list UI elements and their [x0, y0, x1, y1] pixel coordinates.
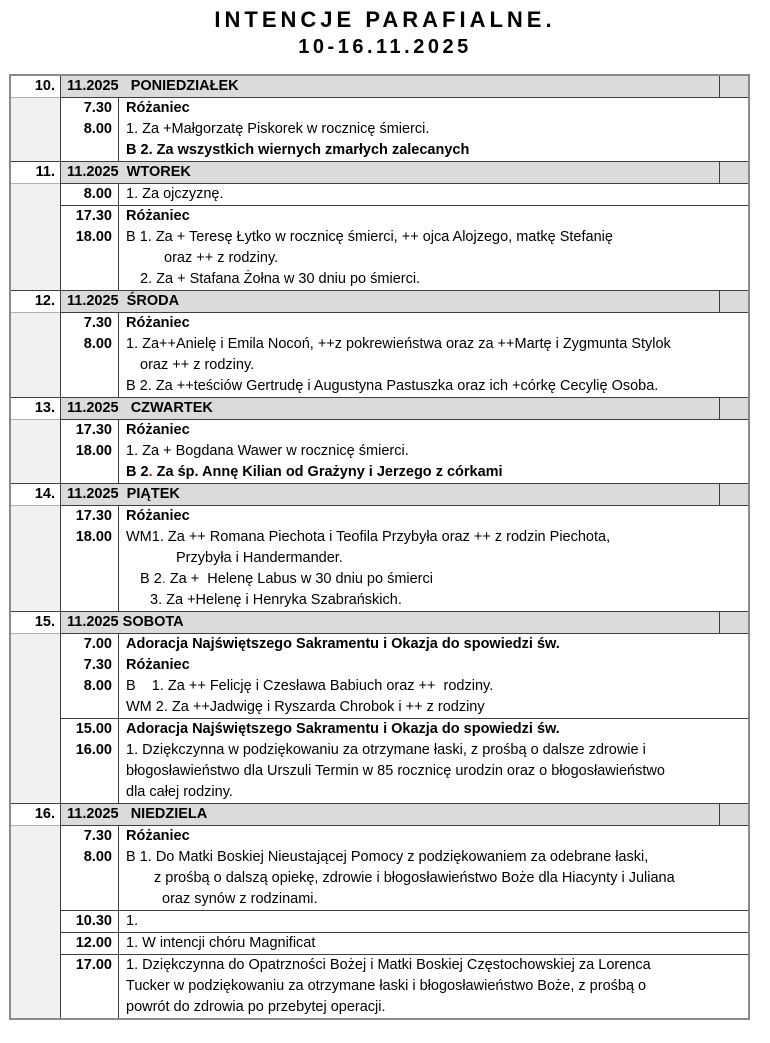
time-label: 7.30: [83, 828, 112, 844]
intention-line: [119, 740, 748, 761]
intention-line: [119, 868, 748, 889]
time-column: [61, 719, 119, 803]
intention-line: [119, 911, 748, 932]
day-number: 13.: [11, 398, 60, 420]
day-header-end-cell: [719, 484, 748, 505]
mass-block: [61, 420, 748, 483]
intention-text: .: [161, 571, 166, 587]
day-header-end-cell: [719, 291, 748, 312]
day-number-column: [11, 162, 61, 290]
day-header-row: [61, 612, 748, 634]
intentions-column: [119, 933, 748, 954]
intention-text: B 2: [140, 571, 162, 587]
intention-line: [119, 719, 748, 740]
intention-line: [119, 462, 748, 483]
day-header-row: [61, 76, 748, 98]
time-label: 7.30: [83, 315, 112, 331]
intention-line: [119, 269, 748, 290]
page-title: [0, 0, 770, 59]
time-column: [61, 420, 119, 483]
day-section-13: [11, 397, 748, 483]
day-header-end-cell: [719, 804, 748, 825]
day-number: 15.: [11, 612, 60, 634]
intention-text: Różaniec: [126, 315, 190, 331]
intentions-table: [9, 74, 750, 1020]
time-label: 10.30: [75, 913, 112, 929]
day-number: 10.: [11, 76, 60, 98]
intention-text: 1. Za +Małgorzatę Piskorek w rocznicę śmierci.: [126, 121, 430, 137]
intention-line: [119, 376, 748, 397]
intention-line: [119, 206, 748, 227]
intention-text: błogosławieństwo dla Urszuli Termin w 85 rocznicę urodzin oraz o błogosławieństwo: [126, 763, 665, 779]
mass-block: [61, 98, 748, 161]
day-header-label: 11.2025 CZWARTEK: [67, 400, 213, 416]
intention-text: z prośbą o dalszą opiekę, zdrowie i błogosławieństwo Boże dla Hiacynty i Juliana: [154, 870, 675, 886]
intention-text: B 2. Za wszystkich wiernych zmarłych zalecanych: [126, 142, 470, 158]
intentions-column: [119, 98, 748, 161]
intentions-column: [119, 634, 748, 718]
day-header-label: 11.2025 SOBOTA: [67, 614, 184, 630]
mass-block: [61, 184, 748, 205]
day-content-column: [61, 76, 748, 161]
mass-block: [61, 910, 748, 932]
intention-text: Różaniec: [126, 657, 190, 673]
intention-text: B 1. Do Matki Boskiej Nieustającej Pomocy z podziękowaniem za odebrane łaski,: [126, 849, 649, 865]
day-section-14: [11, 483, 748, 611]
title-date-range: 10-16.11.2025: [298, 36, 472, 58]
day-number: 11.: [11, 162, 60, 184]
time-label: 17.30: [75, 508, 112, 524]
time-label: 7.30: [83, 657, 112, 673]
mass-block: [61, 954, 748, 1018]
intention-text: Różaniec: [126, 508, 190, 524]
mass-block: [61, 718, 748, 803]
intention-line: [119, 313, 748, 334]
intention-text: powrót do zdrowia po przebytej operacji.: [126, 999, 386, 1015]
intention-text: 1. Dziękczynna w podziękowaniu za otrzymane łaski, z prośbą o dalsze zdrowie i: [126, 742, 646, 758]
intention-line: [119, 548, 748, 569]
day-header-row: [61, 291, 748, 313]
intention-line: [119, 227, 748, 248]
day-content-column: [61, 291, 748, 397]
intention-line: [119, 184, 748, 205]
mass-block: [61, 506, 748, 611]
intention-text: Różaniec: [126, 422, 190, 438]
day-column-filler: [11, 98, 60, 161]
mass-block: [61, 826, 748, 910]
day-content-column: [61, 162, 748, 290]
time-column: [61, 826, 119, 910]
intention-line: [119, 420, 748, 441]
intentions-column: [119, 911, 748, 932]
intention-text: 1. Za + Bogdana Wawer w rocznicę śmierci.: [126, 443, 409, 459]
time-column: [61, 506, 119, 611]
time-column: [61, 206, 119, 290]
mass-block: [61, 205, 748, 290]
day-column-filler: [11, 313, 60, 397]
day-column-filler: [11, 826, 60, 1018]
time-column: [61, 184, 119, 205]
intention-text: 1. Za++Anielę i Emila Nocoń, ++z pokrewieństwa oraz za ++Martę i Zygmunta Stylok: [126, 336, 671, 352]
intentions-column: [119, 955, 748, 1018]
intention-line: [119, 590, 748, 611]
day-number: 14.: [11, 484, 60, 506]
intentions-column: [119, 184, 748, 205]
intention-line: [119, 355, 748, 376]
day-header-label: 11.2025 PONIEDZIAŁEK: [67, 78, 239, 94]
time-column: [61, 911, 119, 932]
intention-line: [119, 976, 748, 997]
intention-line: [119, 826, 748, 847]
intention-text: oraz synów z rodzinami.: [162, 891, 318, 907]
title-main: INTENCJE PARAFIALNE.: [214, 7, 556, 32]
mass-block: [61, 313, 748, 397]
time-column: [61, 98, 119, 161]
day-number-column: [11, 612, 61, 803]
intentions-column: [119, 719, 748, 803]
intention-text: Adoracja Najświętszego Sakramentu i Okazja do spowiedzi św.: [126, 636, 560, 652]
day-section-15: [11, 611, 748, 803]
intention-text: Tucker w podziękowaniu za otrzymane łaski i błogosławieństwo Boże, z prośbą o: [126, 978, 647, 994]
intention-text: B 1. Za + Teresę Łytko w rocznicę śmierci, ++ ojca Alojzego, matkę Stefanię: [126, 229, 613, 245]
day-header-row: [61, 484, 748, 506]
day-column-filler: [11, 420, 60, 483]
time-label: 15.00: [75, 721, 112, 737]
day-header-end-cell: [719, 162, 748, 183]
intention-line: [119, 527, 748, 548]
intention-line: [119, 98, 748, 119]
time-label: 18.00: [75, 443, 112, 459]
day-number-column: [11, 484, 61, 611]
intention-text: 1.: [126, 913, 139, 929]
intention-line: [119, 889, 748, 910]
time-label: 17.30: [75, 422, 112, 438]
day-header-end-cell: [719, 76, 748, 97]
day-header-label: 11.2025 ŚRODA: [67, 293, 180, 309]
intention-text: Za śp. Annę Kilian od Grażyny i Jerzego z córkami: [152, 464, 503, 480]
day-number-column: [11, 398, 61, 483]
mass-block: [61, 634, 748, 718]
intention-text: Za + Helenę Labus w 30 dniu po śmierci: [165, 571, 433, 587]
intention-text: Różaniec: [126, 208, 190, 224]
intention-text: 1. W intencji chóru Magnificat: [126, 935, 316, 951]
intention-text: dla całej rodziny.: [126, 784, 233, 800]
day-section-10: [11, 76, 748, 161]
intention-line: [119, 140, 748, 161]
intention-text: 1. Za ojczyznę.: [126, 186, 224, 202]
time-label: 7.30: [83, 100, 112, 116]
day-column-filler: [11, 184, 60, 290]
day-header-row: [61, 398, 748, 420]
time-column: [61, 313, 119, 397]
time-label: 17.30: [75, 208, 112, 224]
day-header-end-cell: [719, 398, 748, 419]
intention-line: [119, 569, 748, 590]
intention-line: [119, 955, 748, 976]
intention-line: [119, 782, 748, 803]
day-number-column: [11, 291, 61, 397]
intention-text: oraz ++ z rodziny.: [164, 250, 279, 266]
day-number-column: [11, 76, 61, 161]
intention-line: [119, 119, 748, 140]
time-column: [61, 933, 119, 954]
intentions-column: [119, 506, 748, 611]
time-label: 8.00: [83, 678, 112, 694]
day-section-11: [11, 161, 748, 290]
time-label: 12.00: [75, 935, 112, 951]
intention-line: [119, 655, 748, 676]
intentions-column: [119, 206, 748, 290]
mass-block: [61, 932, 748, 954]
intentions-column: [119, 826, 748, 910]
day-number-column: [11, 804, 61, 1018]
time-column: [61, 955, 119, 1018]
intention-line: [119, 334, 748, 355]
intention-text: 2. Za + Stafana Żołna w 30 dniu po śmierci.: [140, 271, 421, 287]
intention-text: oraz ++ z rodziny.: [140, 357, 255, 373]
intention-line: [119, 847, 748, 868]
intention-text: B 1. Za ++ Felicję i Czesława Babiuch oraz ++ rodziny.: [126, 678, 494, 694]
day-content-column: [61, 804, 748, 1018]
intention-text: Przybyła i Handermander.: [176, 550, 343, 566]
day-number: 12.: [11, 291, 60, 313]
intention-text: Różaniec: [126, 828, 190, 844]
intention-line: [119, 697, 748, 718]
intention-line: [119, 506, 748, 527]
time-label: 17.00: [75, 957, 112, 973]
day-number: 16.: [11, 804, 60, 826]
intention-line: [119, 997, 748, 1018]
intention-text: 3. Za +Helenę i Henryka Szabrańskich.: [150, 592, 402, 608]
day-column-filler: [11, 634, 60, 803]
intention-text: .: [148, 464, 153, 480]
day-header-label: 11.2025 PIĄTEK: [67, 486, 180, 502]
intention-line: [119, 761, 748, 782]
day-header-row: [61, 804, 748, 826]
intention-text: WM1. Za ++ Romana Piechota i Teofila Przybyła oraz ++ z rodzin Piechota,: [126, 529, 611, 545]
time-label: 8.00: [83, 121, 112, 137]
day-section-16: [11, 803, 748, 1018]
intention-line: [119, 441, 748, 462]
intention-text: 1. Dziękczynna do Opatrzności Bożej i Matki Boskiej Częstochowskiej za Lorenca: [126, 957, 651, 973]
time-column: [61, 634, 119, 718]
intention-line: [119, 933, 748, 954]
time-label: 18.00: [75, 529, 112, 545]
day-content-column: [61, 484, 748, 611]
day-content-column: [61, 398, 748, 483]
time-label: 8.00: [83, 186, 112, 202]
intention-line: [119, 676, 748, 697]
time-label: 16.00: [75, 742, 112, 758]
time-label: 7.00: [83, 636, 112, 652]
intention-text: Różaniec: [126, 100, 190, 116]
intentions-column: [119, 420, 748, 483]
day-header-label: 11.2025 NIEDZIELA: [67, 806, 208, 822]
day-header-end-cell: [719, 612, 748, 633]
day-section-12: [11, 290, 748, 397]
day-header-label: 11.2025 WTOREK: [67, 164, 191, 180]
day-column-filler: [11, 506, 60, 611]
intention-text: WM 2. Za ++Jadwigę i Ryszarda Chrobok i ++ z rodziny: [126, 699, 485, 715]
time-label: 18.00: [75, 229, 112, 245]
time-label: 8.00: [83, 336, 112, 352]
day-header-row: [61, 162, 748, 184]
intentions-column: [119, 313, 748, 397]
day-content-column: [61, 612, 748, 803]
time-label: 8.00: [83, 849, 112, 865]
intention-text: B 2: [126, 464, 149, 480]
intention-line: [119, 634, 748, 655]
intention-text: B 2. Za ++teściów Gertrudę i Augustyna Pastuszka oraz ich +córkę Cecylię Osoba.: [126, 378, 659, 394]
intention-text: Adoracja Najświętszego Sakramentu i Okazja do spowiedzi św.: [126, 721, 560, 737]
intention-line: [119, 248, 748, 269]
